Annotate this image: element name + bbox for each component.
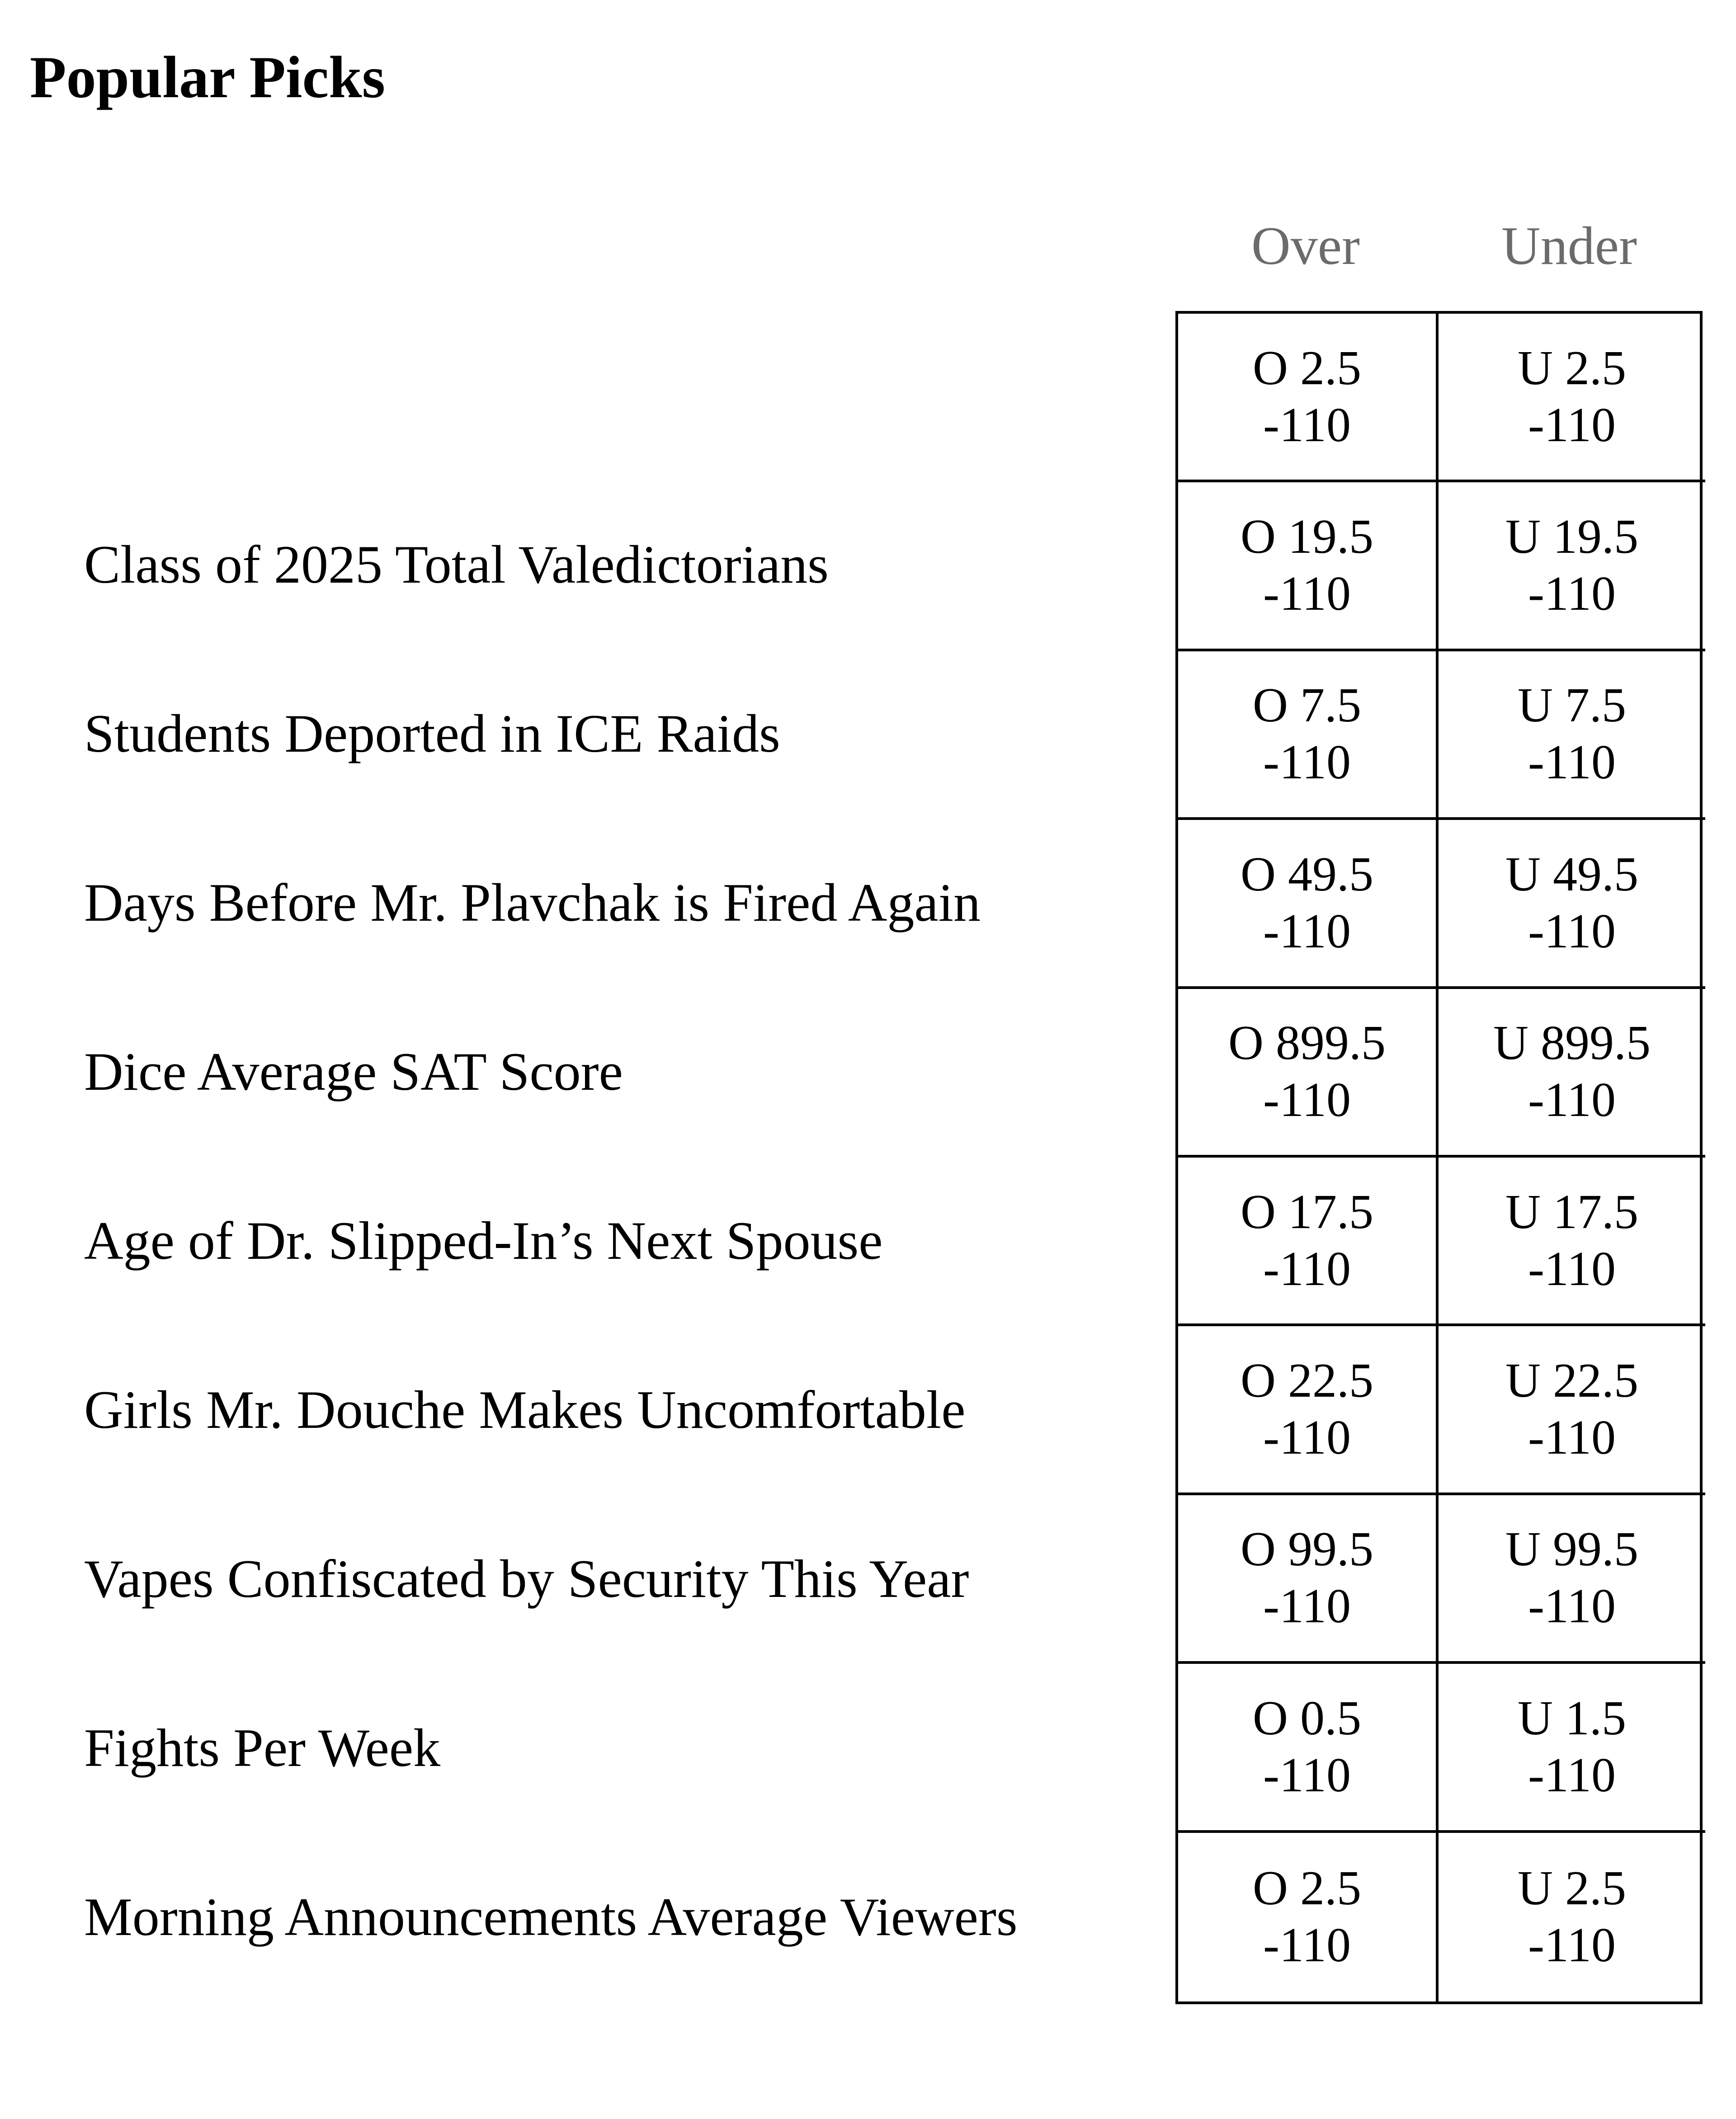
prop-label: Age of Dr. Slipped-In’s Next Spouse: [84, 1210, 883, 1271]
prop-label: Fights Per Week: [84, 1718, 441, 1778]
under-odds: -110: [1528, 1242, 1616, 1296]
under-line: U 1.5: [1518, 1691, 1626, 1745]
over-line: O 2.5: [1253, 341, 1361, 395]
over-line: O 2.5: [1253, 1861, 1361, 1916]
over-line: O 7.5: [1253, 678, 1361, 733]
under-line: U 2.5: [1518, 341, 1626, 395]
over-odds: -110: [1263, 735, 1351, 790]
over-pick-button[interactable]: [1178, 482, 1439, 651]
odds-table: [1175, 311, 1703, 2004]
under-pick-button[interactable]: [1439, 989, 1705, 1158]
prop-label: Students Deported in ICE Raids: [84, 703, 780, 763]
over-pick-button[interactable]: [1178, 1158, 1439, 1326]
under-pick-button[interactable]: [1439, 1664, 1705, 1832]
under-line: U 19.5: [1505, 510, 1638, 564]
prop-labels-list: [84, 311, 1169, 2001]
over-odds: -110: [1263, 1579, 1351, 1634]
prop-label: Morning Announcements Average Viewers: [84, 1887, 1018, 1947]
under-odds: -110: [1528, 1411, 1616, 1465]
over-pick-button[interactable]: [1178, 989, 1439, 1158]
under-line: U 17.5: [1505, 1185, 1638, 1239]
under-pick-button[interactable]: [1439, 1833, 1705, 2001]
over-line: O 49.5: [1241, 847, 1373, 901]
under-odds: -110: [1528, 567, 1616, 621]
under-odds: -110: [1528, 735, 1616, 790]
over-odds: -110: [1263, 1073, 1351, 1127]
under-pick-button[interactable]: [1439, 1326, 1705, 1495]
under-pick-button[interactable]: [1439, 1158, 1705, 1326]
over-odds: -110: [1263, 1242, 1351, 1296]
over-pick-button[interactable]: [1178, 1833, 1439, 2001]
under-pick-button[interactable]: [1439, 1495, 1705, 1664]
under-line: U 22.5: [1505, 1354, 1638, 1408]
prop-label: Class of 2025 Total Valedictorians: [84, 534, 829, 594]
over-column-header: Over: [1251, 216, 1360, 276]
over-line: O 0.5: [1253, 1691, 1361, 1745]
under-line: U 7.5: [1518, 678, 1626, 733]
prop-label: Girls Mr. Douche Makes Uncomfortable: [84, 1380, 966, 1440]
under-line: U 99.5: [1505, 1522, 1638, 1577]
over-odds: -110: [1263, 904, 1351, 958]
under-line: U 2.5: [1518, 1861, 1626, 1916]
prop-label: Dice Average SAT Score: [84, 1041, 623, 1102]
under-odds: -110: [1528, 904, 1616, 958]
over-odds: -110: [1263, 567, 1351, 621]
under-odds: -110: [1528, 1073, 1616, 1127]
prop-label: [84, 311, 1169, 480]
over-pick-button[interactable]: [1178, 314, 1439, 482]
under-odds: -110: [1528, 1918, 1616, 1973]
over-line: O 19.5: [1241, 510, 1373, 564]
over-pick-button[interactable]: [1178, 1664, 1439, 1832]
under-column-header: Under: [1501, 216, 1637, 276]
prop-label: Days Before Mr. Plavchak is Fired Again: [84, 872, 981, 932]
prop-label: Vapes Confiscated by Security This Year: [84, 1549, 969, 1609]
under-pick-button[interactable]: [1439, 651, 1705, 820]
over-line: O 99.5: [1241, 1522, 1373, 1577]
under-pick-button[interactable]: [1439, 820, 1705, 989]
over-pick-button[interactable]: [1178, 1495, 1439, 1664]
over-line: O 22.5: [1241, 1354, 1373, 1408]
over-odds: -110: [1263, 1918, 1351, 1973]
under-pick-button[interactable]: [1439, 314, 1705, 482]
over-line: O 899.5: [1228, 1016, 1386, 1070]
under-odds: -110: [1528, 1748, 1616, 1802]
under-odds: -110: [1528, 1579, 1616, 1634]
over-pick-button[interactable]: [1178, 651, 1439, 820]
under-line: U 899.5: [1493, 1016, 1651, 1070]
over-odds: -110: [1263, 1411, 1351, 1465]
over-pick-button[interactable]: [1178, 820, 1439, 989]
over-odds: -110: [1263, 1748, 1351, 1802]
over-pick-button[interactable]: [1178, 1326, 1439, 1495]
under-pick-button[interactable]: [1439, 482, 1705, 651]
under-odds: -110: [1528, 398, 1616, 452]
under-line: U 49.5: [1505, 847, 1638, 901]
over-odds: -110: [1263, 398, 1351, 452]
page-title: Popular Picks: [30, 44, 386, 110]
over-line: O 17.5: [1241, 1185, 1373, 1239]
